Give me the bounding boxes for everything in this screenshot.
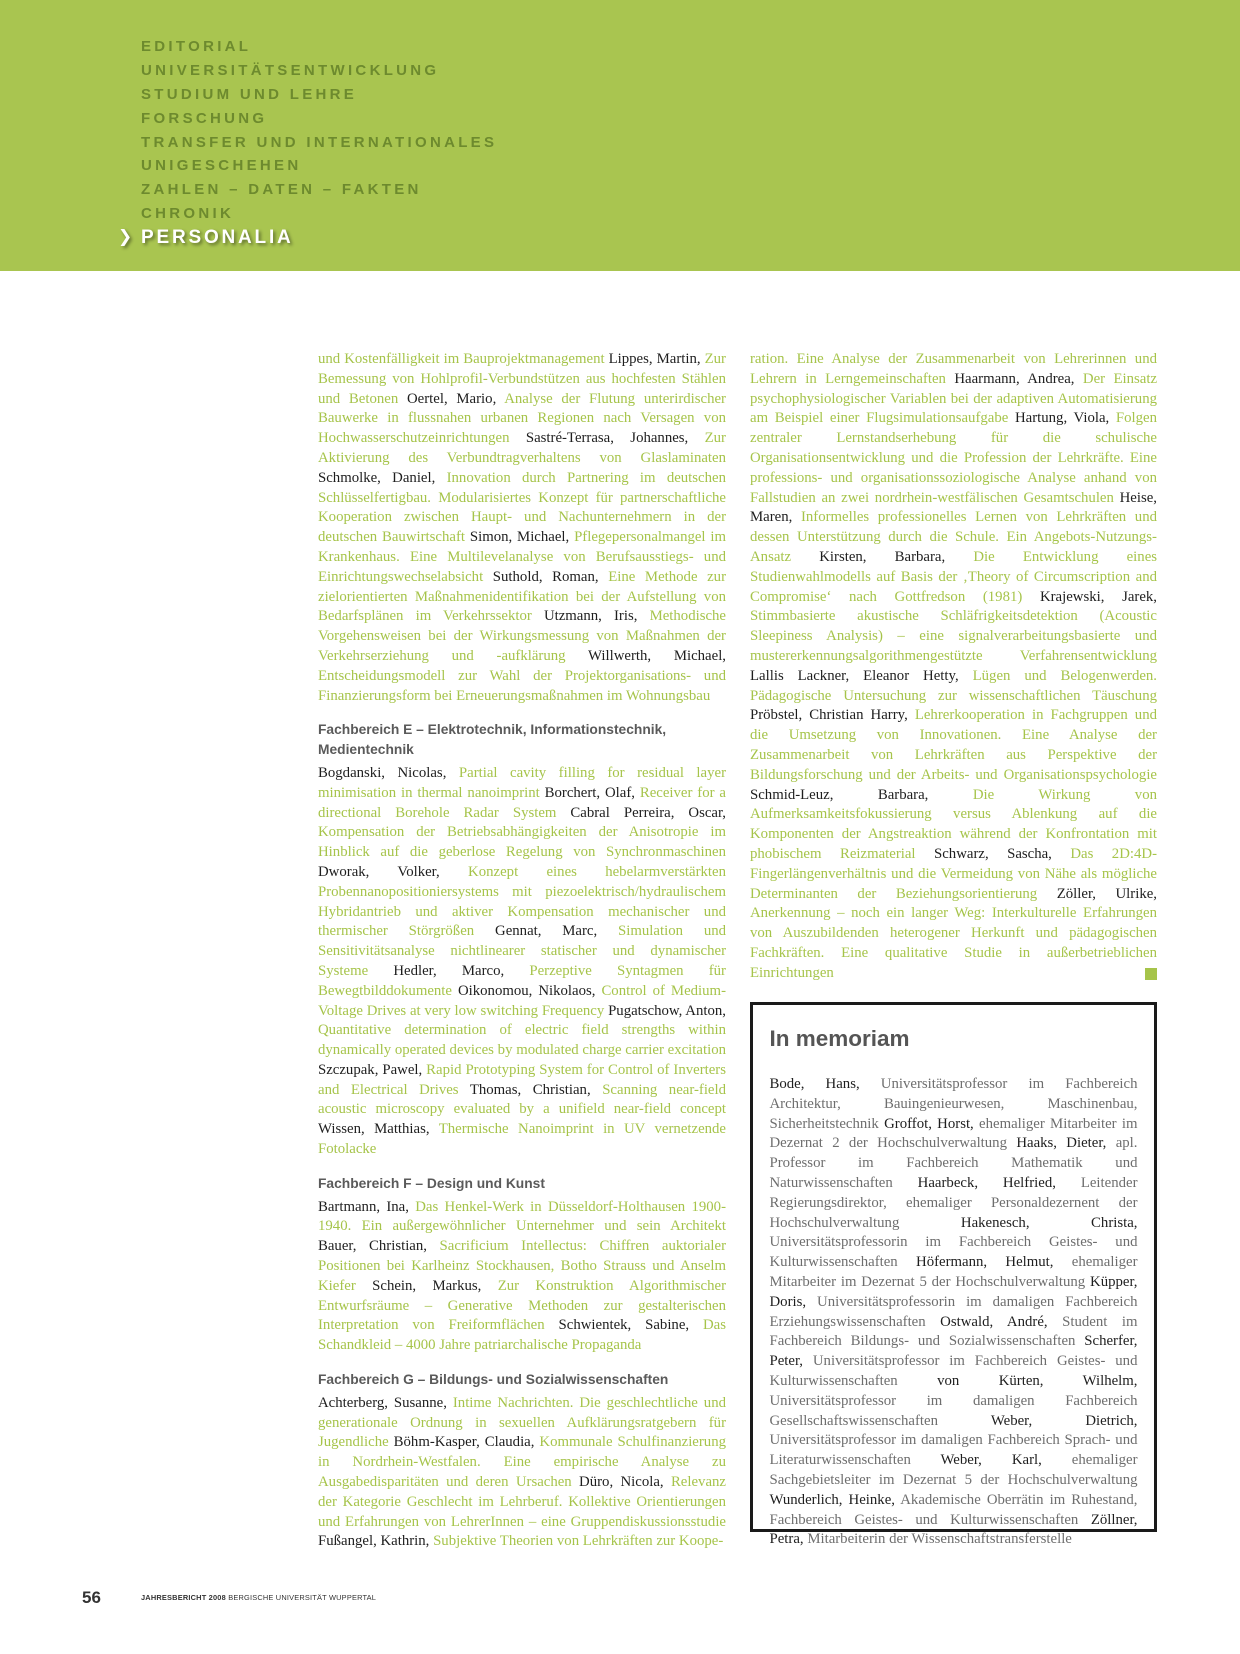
entry-description: Universitätsprofessor im damaligen Fachbereich Gesellschaftswissenschaften xyxy=(769,1392,1138,1429)
entry-title: Receiver for a directional Borehole Radar System xyxy=(318,784,726,821)
right-column-text xyxy=(750,350,1157,984)
faculty-heading-g: Fachbereich G – Bildungs- und Sozialwissenschaften xyxy=(318,1372,669,1388)
entry-title: Folgen zentraler Lernstandserhebung für die schulische Organisationsentwicklung und die Profession der Lehrkräfte. Eine professions- und organisationssoziologische Analyse anhand von Fallstudien an zwei nordrhein-westfälischen Gesamtschulen xyxy=(750,410,1157,506)
entry-name: Haarbeck, Helfried, xyxy=(917,1174,1056,1191)
entry-name: Ostwald, André, xyxy=(940,1313,1048,1330)
entry-title: Methodische Vorgehensweisen bei der Wirkungsmessung von Maßnahmen der Verkehrserziehung und -aufklärung xyxy=(318,608,726,664)
entry-title: Pflegepersonalmangel im Krankenhaus. Eine Multilevelanalyse von Berufsausstiegs- und Einrichtungswechselabsicht xyxy=(318,529,726,585)
entry-name: Wissen, Matthias, xyxy=(318,1121,430,1138)
entry-title: Anerkennung – noch ein langer Weg: Interkulturelle Erfahrungen von Auszubildenden heterogener Herkunft und pädagogischen Fachkräften. Eine qualitative Studie in außerbetrieblichen Einrichtungen xyxy=(750,905,1157,981)
entry-name: Schein, Markus, xyxy=(372,1277,482,1294)
entry-name: Scherfer, Peter, xyxy=(769,1333,1138,1370)
nav-item-universitaetsentwicklung: UNIVERSITÄTSENTWICKLUNG xyxy=(141,61,440,79)
entry-description: Universitätsprofessor im Fachbereich Geistes- und Kulturwissenschaften xyxy=(769,1353,1138,1389)
entry-name: Weber, Dietrich, xyxy=(990,1412,1138,1429)
entry-title: Konzept eines hebelarmverstärkten Probennanopositioniersystems mit piezoelektrisch/hydraulischem Hybridantrieb und aktiver Kompensation mechanischer und thermischer Störgrößen xyxy=(318,863,726,940)
entry-name: Böhm-Kasper, Claudia, xyxy=(393,1434,535,1451)
nav-item-zahlen-daten-fakten: ZAHLEN – DATEN – FAKTEN xyxy=(141,181,422,199)
entry-title: Das Schandkleid – 4000 Jahre patriarchalische Propaganda xyxy=(318,1317,727,1354)
entry-description: Leitender Regierungsdirektor, ehemaliger Personaldezernent der Hochschulverwaltung xyxy=(769,1174,1138,1231)
entry-title: und Kostenfälligkeit im Bauprojektmanagement xyxy=(318,351,605,367)
entry-name: Szczupak, Pawel, xyxy=(318,1061,423,1078)
entry-name: Krajewski, Jarek, xyxy=(1039,588,1157,605)
entry-name: Küpper, Doris, xyxy=(769,1273,1138,1310)
entry-name: Achterberg, Susanne, xyxy=(318,1394,447,1411)
entry-name: Haarmann, Andrea, xyxy=(954,370,1075,387)
entry-name: Lallis Lackner, Eleanor Hetty, xyxy=(750,667,959,684)
entry-title: Scanning near-field acoustic microscopy evaluated by a unifield near-field concept xyxy=(318,1081,727,1118)
nav-item-chronik: CHRONIK xyxy=(141,205,235,223)
entry-name: Hedler, Marco, xyxy=(393,962,505,979)
entry-name: Hakenesch, Christa, xyxy=(960,1214,1138,1231)
section-navigation xyxy=(118,35,498,250)
entry-description: Universitätsprofessor im damaligen Fachbereich Sprach- und Literaturwissenschaften xyxy=(769,1432,1138,1469)
left-column xyxy=(318,350,726,1552)
page-number: 56 xyxy=(82,1588,101,1607)
entry-description: Mitarbeiterin der Wissenschaftstransferstelle xyxy=(807,1531,1072,1548)
faculty-g-entry-list-continued xyxy=(750,350,1157,984)
entry-title: Relevanz der Kategorie Geschlecht im Lehrberuf. Kollektive Orientierungen und Erfahrungen von LehrerInnen – eine Gruppendiskussionsstudie xyxy=(318,1474,726,1530)
entry-name: Schmid-Leuz, Barbara, xyxy=(750,786,929,803)
entry-name: Zöllner, Petra, xyxy=(769,1511,1138,1548)
entry-title: Zur Bemessung von Hohlprofil-Verbundstützen aus hochfesten Stählen und Betonen xyxy=(318,351,726,407)
entry-title: Das Henkel-Werk in Düsseldorf-Holthausen 1900-1940. Ein außergewöhnlicher Unternehmer und sein Architekt xyxy=(318,1198,727,1235)
in-memoriam-box xyxy=(750,1002,1157,1548)
entry-name: Heise, Maren, xyxy=(750,489,1157,526)
entry-description: Universitätsprofessorin im Fachbereich Geistes- und Kulturwissenschaften xyxy=(769,1234,1138,1271)
entry-title: Control of Medium-Voltage Drives at very low switching Frequency xyxy=(318,982,726,1019)
entry-title: Rapid Prototyping System for Control of Inverters and Electrical Drives xyxy=(318,1061,726,1098)
entry-name: Bogdanski, Nicolas, xyxy=(318,764,447,781)
entry-title: Informelles professionelles Lernen von Lehrkräften und dessen Unterstützung durch die Schule. Ein Angebots-Nutzungs-Ansatz xyxy=(750,509,1157,565)
entry-name: Lippes, Martin, xyxy=(608,351,701,367)
entry-title: Intime Nachrichten. Die geschlechtliche und generationale Ordnung in sexuellen Aufklärungsratgebern für Jugendliche xyxy=(318,1394,726,1451)
entry-name: Pröbstel, Christian Harry, xyxy=(750,707,908,724)
active-section-label: PERSONALIA xyxy=(141,227,294,249)
entry-description: apl. Professor im Fachbereich Mathematik und Naturwissenschaften xyxy=(769,1135,1138,1191)
entry-title: Lügen und Belogenwerden. Pädagogische Untersuchung zur wissenschaftlichen Täuschung xyxy=(750,667,1158,704)
nav-item-personalia-active xyxy=(118,226,497,250)
faculty-f-entry-list xyxy=(318,1198,726,1356)
entry-title: Analyse der Flutung unterirdischer Bauwerke in flussnahen urbanen Regionen nach Versagen von Hochwasserschutzeinrichtungen xyxy=(318,390,726,447)
entry-name: Bauer, Christian, xyxy=(318,1238,427,1255)
faculty-g-entry-list xyxy=(318,1394,726,1552)
entry-name: Schmolke, Daniel, xyxy=(318,469,436,486)
continued-entry-list xyxy=(318,350,726,706)
entry-name: Oertel, Mario, xyxy=(407,390,497,407)
entry-title: Perzeptive Syntagmen für Bewegtbilddokumente xyxy=(318,962,726,999)
entry-title: Quantitative determination of electric field strengths within dynamically operated devices by modulated charge carrier excitation xyxy=(318,1022,726,1059)
in-memoriam-list xyxy=(770,1075,1138,1550)
entry-name: Sastré-Terrasa, Johannes, xyxy=(525,430,689,447)
university-name: BERGISCHE UNIVERSITÄT WUPPERTAL xyxy=(228,1593,377,1602)
entry-title: Eine Methode zur zielorientierten Maßnahmenidentifikation bei der Aufstellung von Bedarfsplänen im Verkehrssektor xyxy=(318,568,727,625)
entry-name: Hartung, Viola, xyxy=(1014,410,1110,427)
entry-name: Düro, Nicola, xyxy=(579,1474,664,1491)
entry-description: Universitätsprofessor im Fachbereich Architektur, Bauingenieurwesen, Maschinenbau, Sicherheitstechnik xyxy=(769,1076,1138,1132)
entry-title: Der Einsatz psychophysiologischer Variablen bei der adaptiven Automatisierung am Beispiel einer Flugsimulationsaufgabe xyxy=(750,370,1158,427)
entry-title: Kompensation der Betriebsabhängigkeiten der Anisotropie im Hinblick auf die geberlose Regelung von Synchronmaschinen xyxy=(318,824,726,861)
entry-description: Student im Fachbereich Bildungs- und Sozialwissenschaften xyxy=(769,1313,1138,1350)
entry-name: von Kürten, Wilhelm, xyxy=(937,1372,1138,1389)
publication-title: JAHRESBERICHT 2008 xyxy=(141,1593,226,1602)
in-memoriam-title: In memoriam xyxy=(769,1026,910,1051)
entry-title: Zur Konstruktion Algorithmischer Entwurfsräume – Generative Methoden zur gestalterischen Interpretation von Freiformflächen xyxy=(318,1277,727,1334)
entry-title: Kommunale Schulfinanzierung in Nordrhein-Westfalen. Eine empirische Analyse zu Ausgabedisparitäten und deren Ursachen xyxy=(318,1434,727,1491)
entry-name: Bode, Hans, xyxy=(769,1076,860,1092)
faculty-heading-f: Fachbereich F – Design und Kunst xyxy=(318,1175,545,1191)
entry-name: Haaks, Dieter, xyxy=(1016,1135,1107,1152)
entry-name: Simon, Michael, xyxy=(469,529,570,546)
entry-name: Weber, Karl, xyxy=(940,1452,1042,1469)
entry-title: Thermische Nanoimprint in UV vernetzende Fotolacke xyxy=(318,1121,726,1158)
entry-title: Die Wirkung von Aufmerksamkeitsfokussierung versus Ablenkung auf die Komponenten der Angstreaktion während der Konfrontation mit phobischem Reizmaterial xyxy=(750,786,1158,862)
entry-title: Stimmbasierte akustische Schläfrigkeitsdetektion (Acoustic Sleepiness Analysis) – eine signalverarbeitungsbasierte und mustererkennungsalgorithmengestützte Verfahrensentwicklung xyxy=(750,608,1157,664)
entry-name: Kirsten, Barbara, xyxy=(819,548,946,565)
entry-name: Schwarz, Sascha, xyxy=(934,845,1052,862)
entry-description: ehemaliger Sachgebietsleiter im Dezernat 5 der Hochschulverwaltung xyxy=(769,1452,1138,1488)
chevron-right-icon: ❯ xyxy=(118,227,133,248)
entry-title: Entscheidungsmodell zur Wahl der Projektorganisations- und Finanzierungsform bei Erneuerungsmaßnahmen im Wohnungsbau xyxy=(318,667,726,704)
entry-title: Das 2D:4D-Fingerlängenverhältnis und die Vermeidung von Nähe als mögliche Determinanten der Beziehungsorientierung xyxy=(750,845,1158,902)
entry-name: Zöller, Ulrike, xyxy=(1056,885,1157,902)
nav-item-editorial: EDITORIAL xyxy=(141,38,252,55)
entry-name: Oikonomou, Nikolaos, xyxy=(457,982,596,999)
publication-footer xyxy=(141,1594,376,1602)
entry-name: Willwerth, Michael, xyxy=(588,647,726,664)
entry-name: Fußangel, Kathrin, xyxy=(318,1533,430,1550)
entry-title: Lehrerkooperation in Fachgruppen und die Umsetzung von Innovationen. Eine Analyse der Zusammenarbeit von Lehrkräften aus Perspektive der Bildungsforschung und der Arbeits- und Organisationspsychologie xyxy=(750,707,1157,783)
entry-name: Pugatschow, Anton, xyxy=(608,1002,726,1019)
entry-name: Cabral Perreira, Oscar, xyxy=(570,804,726,821)
entry-name: Gennat, Marc, xyxy=(495,923,598,940)
entry-name: Höfermann, Helmut, xyxy=(916,1254,1054,1271)
entry-description: Akademische Oberrätin im Ruhestand, Fachbereich Geistes- und Kulturwissenschaften xyxy=(769,1491,1138,1528)
nav-item-studium-und-lehre: STUDIUM UND LEHRE xyxy=(141,85,358,103)
faculty-heading-e: Fachbereich E – Elektrotechnik, Informationstechnik, Medientechnik xyxy=(318,722,667,758)
entry-name: Dworak, Volker, xyxy=(318,863,440,880)
entry-title: Innovation durch Partnering im deutschen Schlüsselfertigbau. Modularisiertes Konzept für partnerschaftliche Kooperation zwischen Haupt- und Nachunternehmern in der deutschen Bauwirtschaft xyxy=(318,469,726,546)
entry-description: Universitätsprofessorin im damaligen Fachbereich Erziehungswissenschaften xyxy=(769,1293,1138,1330)
faculty-e-entry-list xyxy=(318,764,726,1160)
entry-name: Schwientek, Sabine, xyxy=(558,1317,690,1334)
entry-title: Die Entwicklung eines Studienwahlmodells auf Basis der ‚Theory of Circumscription and Compromise‘ nach Gottfredson (1981) xyxy=(750,548,1158,605)
end-of-article-square-icon xyxy=(1145,968,1157,980)
entry-name: Groffot, Horst, xyxy=(884,1115,974,1132)
right-column xyxy=(750,350,1157,984)
entry-title: Partial cavity filling for residual layer minimisation in thermal nanoimprint xyxy=(318,764,726,801)
entry-description: ehemaliger Mitarbeiter im Dezernat 2 der Hochschulverwaltung xyxy=(769,1115,1138,1152)
entry-title: Zur Aktivierung des Verbundtragverhaltens von Glaslaminaten xyxy=(318,430,726,466)
entry-title: Subjektive Theorien von Lehrkräften zur Koope- xyxy=(433,1533,724,1550)
entry-title: Simulation und Sensitivitätsanalyse nichtlinearer statischer und dynamischer Systeme xyxy=(318,923,727,979)
entry-name: Wunderlich, Heinke, xyxy=(769,1491,895,1508)
nav-item-forschung: FORSCHUNG xyxy=(141,109,268,127)
entry-title: Sacrificium Intellectus: Chiffren auktorialer Positionen bei Karlheinz Stockhausen, Botho Strauss und Anselm Kiefer xyxy=(318,1238,726,1294)
entry-name: Borchert, Olaf, xyxy=(544,784,635,801)
entry-name: Bartmann, Ina, xyxy=(318,1198,409,1215)
entry-title: ration. Eine Analyse der Zusammenarbeit von Lehrerinnen und Lehrern in Lerngemeinschaften xyxy=(750,351,1157,387)
nav-item-unigeschehen: UNIGESCHEHEN xyxy=(141,157,302,175)
entry-name: Suthold, Roman, xyxy=(492,568,599,585)
entry-description: ehemaliger Mitarbeiter im Dezernat 5 der Hochschulverwaltung xyxy=(769,1254,1138,1290)
entry-name: Thomas, Christian, xyxy=(469,1081,591,1098)
entry-name: Utzmann, Iris, xyxy=(543,608,638,625)
nav-item-transfer: TRANSFER UND INTERNATIONALES xyxy=(141,133,498,151)
